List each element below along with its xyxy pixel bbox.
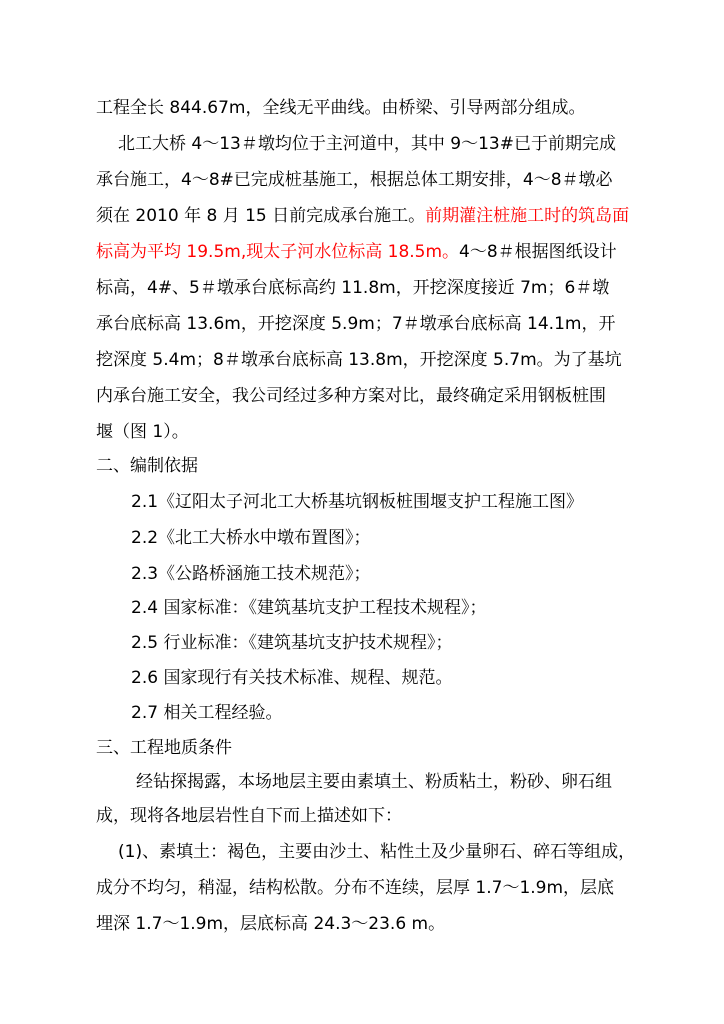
para1-line6: 承台底标高 13.6m，开挖深度 5.9m；7＃墩承台底标高 14.1m，开	[96, 314, 616, 334]
section2-item: 2.7 相关工程经验。	[131, 703, 283, 723]
para1-line3	[96, 205, 629, 227]
section3-para2-line3: 埋深 1.7～1.9m，层底标高 24.3～23.6 m。	[96, 914, 446, 934]
para1-line8: 内承台施工安全，我公司经过多种方案对比，最终确定采用钢板桩围	[96, 386, 606, 406]
section3-para1-line1: 经钻探揭露，本场地层主要由素填土、粉质粘土，粉砂、卵石组	[136, 772, 612, 792]
section2-item: 2.3《公路桥涵施工技术规范》；	[131, 564, 371, 584]
section2-heading: 二、编制依据	[96, 456, 198, 476]
para1-line4-red: 标高为平均 19.5m,现太子河水位标高 18.5m。	[96, 242, 460, 262]
para1-line5: 标高，4#、5＃墩承台底标高约 11.8m，开挖深度接近 7m；6＃墩	[96, 278, 610, 298]
section3-para2-line1: (1)、素填土：褐色，主要由沙土、粘性土及少量卵石、碎石等组成，	[118, 842, 636, 862]
para1-line4	[96, 241, 617, 263]
section3-para1-line2: 成，现将各地层岩性自下而上描述如下：	[96, 806, 402, 826]
section2-item: 2.5 行业标准：《建筑基坑支护技术规程》；	[131, 633, 453, 653]
para1-line2: 承台施工，4～8#已完成桩基施工，根据总体工期安排，4～8＃墩必	[96, 170, 613, 190]
section3-para2-line2: 成分不均匀，稍湿，结构松散。分布不连续，层厚 1.7～1.9m，层底	[96, 878, 615, 898]
section3-heading: 三、工程地质条件	[96, 738, 232, 758]
intro-line: 工程全长 844.67m，全线无平曲线。由桥梁、引导两部分组成。	[96, 98, 586, 118]
para1-line3-black: 须在 2010 年 8 月 15 日前完成承台施工。	[96, 206, 426, 226]
para1-line7: 挖深度 5.4m；8＃墩承台底标高 13.8m，开挖深度 5.7m。为了基坑	[96, 350, 622, 370]
section2-item: 2.6 国家现行有关技术标准、规程、规范。	[131, 668, 453, 688]
section2-item: 2.4 国家标准：《建筑基坑支护工程技术规程》；	[131, 598, 487, 618]
para1-line3-red: 前期灌注桩施工时的筑岛面	[425, 206, 630, 226]
para1-line4-black: 4～8＃根据图纸设计	[459, 242, 617, 262]
section2-item: 2.2《北工大桥水中墩布置图》；	[131, 528, 371, 548]
section2-item: 2.1《辽阳太子河北工大桥基坑钢板桩围堰支护工程施工图》	[131, 492, 584, 512]
para1-line1: 北工大桥 4～13＃墩均位于主河道中，其中 9～13#已于前期完成	[118, 134, 616, 154]
para1-line9: 堰（图 1）。	[96, 422, 189, 442]
